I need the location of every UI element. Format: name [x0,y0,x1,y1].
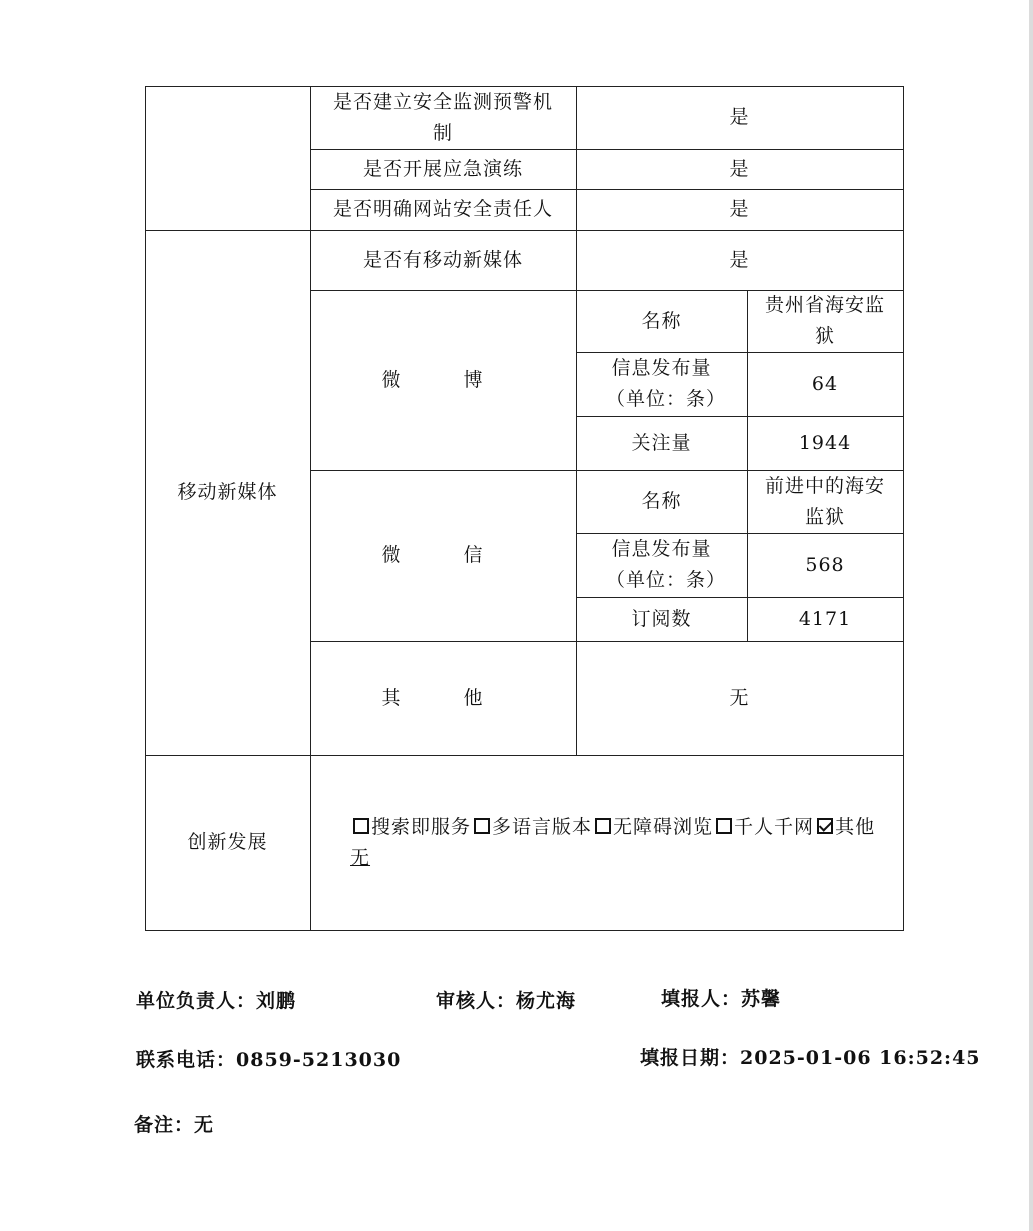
other-text: 无 [350,847,371,869]
innovation-section-label: 创新发展 [187,831,268,853]
wechat-label: 微 信 [381,544,505,566]
responsible-value: 是 [729,198,750,220]
remark: 备注：无 [134,1114,215,1136]
wechat-posts-value: 568 [805,553,845,576]
monitoring-label: 是否建立安全监测预警机制 [332,90,553,144]
drill-label: 是否开展应急演练 [362,157,523,180]
monitoring-value: 是 [729,106,750,128]
weibo-name-label: 名称 [641,309,682,332]
weibo-label: 微 博 [381,368,505,391]
weibo-posts-label: 信息发布量（单位：条） [606,357,727,410]
mobile-section-label: 移动新媒体 [177,481,278,503]
checkbox-icon[interactable] [474,818,490,834]
weibo-followers-value: 1944 [798,431,852,454]
checkbox-icon[interactable] [353,818,369,834]
option-personalized[interactable]: 千人千网 [713,816,814,838]
drill-value: 是 [729,157,750,180]
unit-head: 单位负责人：刘鹏 [136,990,297,1012]
checkbox-checked-icon[interactable] [817,818,833,834]
wechat-subscribers-value: 4171 [798,607,852,630]
checkbox-icon[interactable] [716,818,732,834]
has-mobile-value: 是 [729,248,750,271]
reviewer: 审核人：杨尤海 [436,990,577,1012]
option-multilingual[interactable]: 多语言版本 [471,816,592,838]
other-label: 其 他 [381,686,505,709]
filler: 填报人：苏馨 [661,988,782,1010]
page-edge [1029,0,1033,1231]
option-accessibility[interactable]: 无障碍浏览 [592,816,713,838]
weibo-name-value: 贵州省海安监狱 [764,294,885,347]
wechat-name-label: 名称 [641,490,682,512]
innovation-options [350,812,898,874]
wechat-name-value: 前进中的海安监狱 [764,474,885,528]
option-other[interactable]: 其他 [814,816,875,838]
responsible-label: 是否明确网站安全责任人 [332,198,553,220]
fill-date: 填报日期：2025-01-06 16:52:45 [640,1047,981,1069]
has-mobile-label: 是否有移动新媒体 [362,248,523,271]
other-value: 无 [729,686,750,709]
weibo-followers-label: 关注量 [631,431,692,454]
wechat-posts-label: 信息发布量（单位：条） [606,538,727,591]
wechat-subscribers-label: 订阅数 [631,607,692,630]
contact-phone: 联系电话：0859-5213030 [136,1049,402,1071]
checkbox-icon[interactable] [595,818,611,834]
option-search-service[interactable]: 搜索即服务 [350,816,471,838]
weibo-posts-value: 64 [811,372,839,395]
